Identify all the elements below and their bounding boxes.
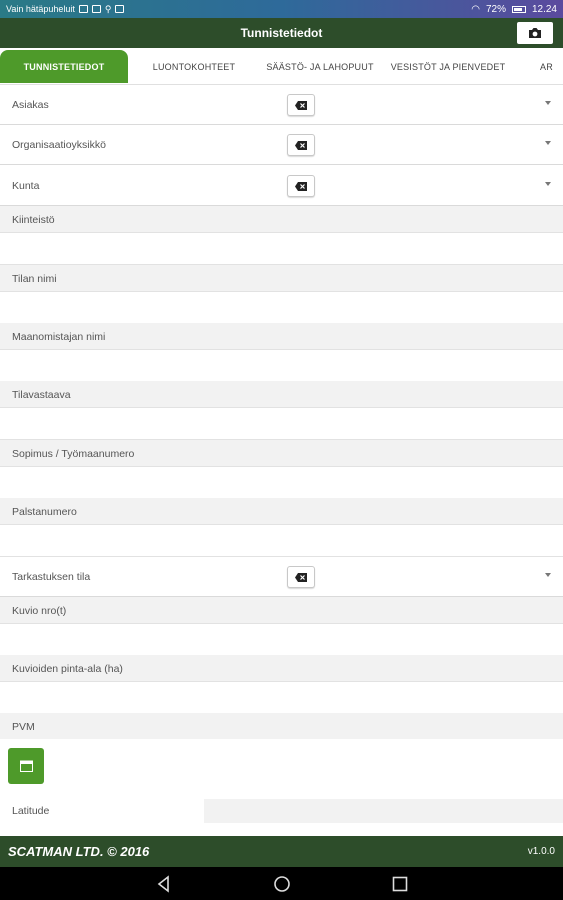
backspace-icon [295,101,307,110]
version-text: v1.0.0 [527,846,555,857]
organisaatioyksikko-label: Organisaatioyksikkö [12,139,106,151]
page-title: Tunnistetiedot [240,26,323,40]
clock: 12.24 [531,3,557,15]
brand-text: SCATMAN LTD. © 2016 [8,844,150,859]
pvm-label-row [0,713,563,739]
palstanumero-label-row [0,498,563,524]
kiinteisto-label: Kiinteistö [12,214,55,226]
kunta-clear-button[interactable] [287,175,315,197]
asiakas-dropdown[interactable] [0,85,563,125]
status-bar [0,0,563,18]
kuvio-nro-label: Kuvio nro(t) [12,605,67,617]
notification-icon [79,5,88,13]
footer [0,836,563,867]
calendar-icon [20,760,33,772]
carrier-text: Vain hätäpuheluit [6,4,75,14]
backspace-icon [295,573,307,582]
tilavastaava-label: Tilavastaava [12,389,71,401]
palstanumero-input[interactable] [0,524,563,557]
chevron-down-icon [545,182,551,186]
backspace-icon [295,182,307,191]
recents-icon[interactable] [391,875,409,893]
battery-percent: 72% [485,3,506,15]
tab-tunnistetiedot[interactable]: TUNNISTETIEDOT [0,50,128,83]
tilan-nimi-label: Tilan nimi [12,273,57,285]
cast-icon [115,5,124,13]
tab-luontokohteet[interactable]: LUONTOKOHTEET [152,61,236,72]
sopimus-label: Sopimus / Työmaanumero [12,448,135,460]
organisaatioyksikko-clear-button[interactable] [287,134,315,156]
backspace-icon [295,141,307,150]
kiinteisto-label-row [0,206,563,232]
kuvioiden-pinta-ala-input[interactable] [0,681,563,714]
maanomistajan-nimi-label: Maanomistajan nimi [12,331,106,343]
shield-icon [92,5,101,13]
tab-vesistot-ja-pienvedet[interactable]: VESISTÖT JA PIENVEDET [390,61,506,72]
tilavastaava-input[interactable] [0,407,563,440]
tab-saasto-ja-lahopuut[interactable]: SÄÄSTÖ- JA LAHOPUUT [266,61,374,72]
system-nav-bar [0,867,563,900]
kuvio-nro-label-row [0,597,563,623]
kunta-dropdown[interactable] [0,166,563,206]
chevron-down-icon [545,141,551,145]
home-icon[interactable] [273,875,291,893]
chevron-down-icon [545,573,551,577]
tilavastaava-label-row [0,381,563,407]
palstanumero-label: Palstanumero [12,506,77,518]
kuvioiden-pinta-ala-label: Kuvioiden pinta-ala (ha) [12,663,123,675]
kunta-label: Kunta [12,180,40,192]
camera-button[interactable] [517,22,553,44]
chevron-down-icon [545,101,551,105]
tarkastuksen-tila-label: Tarkastuksen tila [12,571,91,583]
asiakas-label: Asiakas [12,99,49,111]
app-bar [0,18,563,48]
wifi-icon: ◠ [471,3,480,15]
tab-bar [0,48,563,85]
tilan-nimi-input[interactable] [0,291,563,324]
sopimus-input[interactable] [0,466,563,499]
sopimus-label-row [0,440,563,466]
date-picker-button[interactable] [8,748,44,784]
pvm-label: PVM [12,721,35,733]
latitude-row [0,794,563,826]
tarkastuksen-tila-clear-button[interactable] [287,566,315,588]
kuvio-nro-input[interactable] [0,623,563,656]
back-icon[interactable] [155,875,173,893]
latitude-input[interactable] [204,799,563,823]
maanomistajan-nimi-input[interactable] [0,349,563,382]
tilan-nimi-label-row [0,265,563,291]
latitude-label: Latitude [12,805,50,817]
camera-icon [528,27,542,39]
tarkastuksen-tila-dropdown[interactable] [0,557,563,597]
kuvioiden-pinta-ala-label-row [0,655,563,681]
maanomistajan-nimi-label-row [0,323,563,349]
tab-ar[interactable]: AR [540,61,553,72]
kiinteisto-input[interactable] [0,232,563,265]
asiakas-clear-button[interactable] [287,94,315,116]
battery-icon [512,6,526,13]
organisaatioyksikko-dropdown[interactable] [0,125,563,165]
location-icon: ⚲ [104,3,112,14]
